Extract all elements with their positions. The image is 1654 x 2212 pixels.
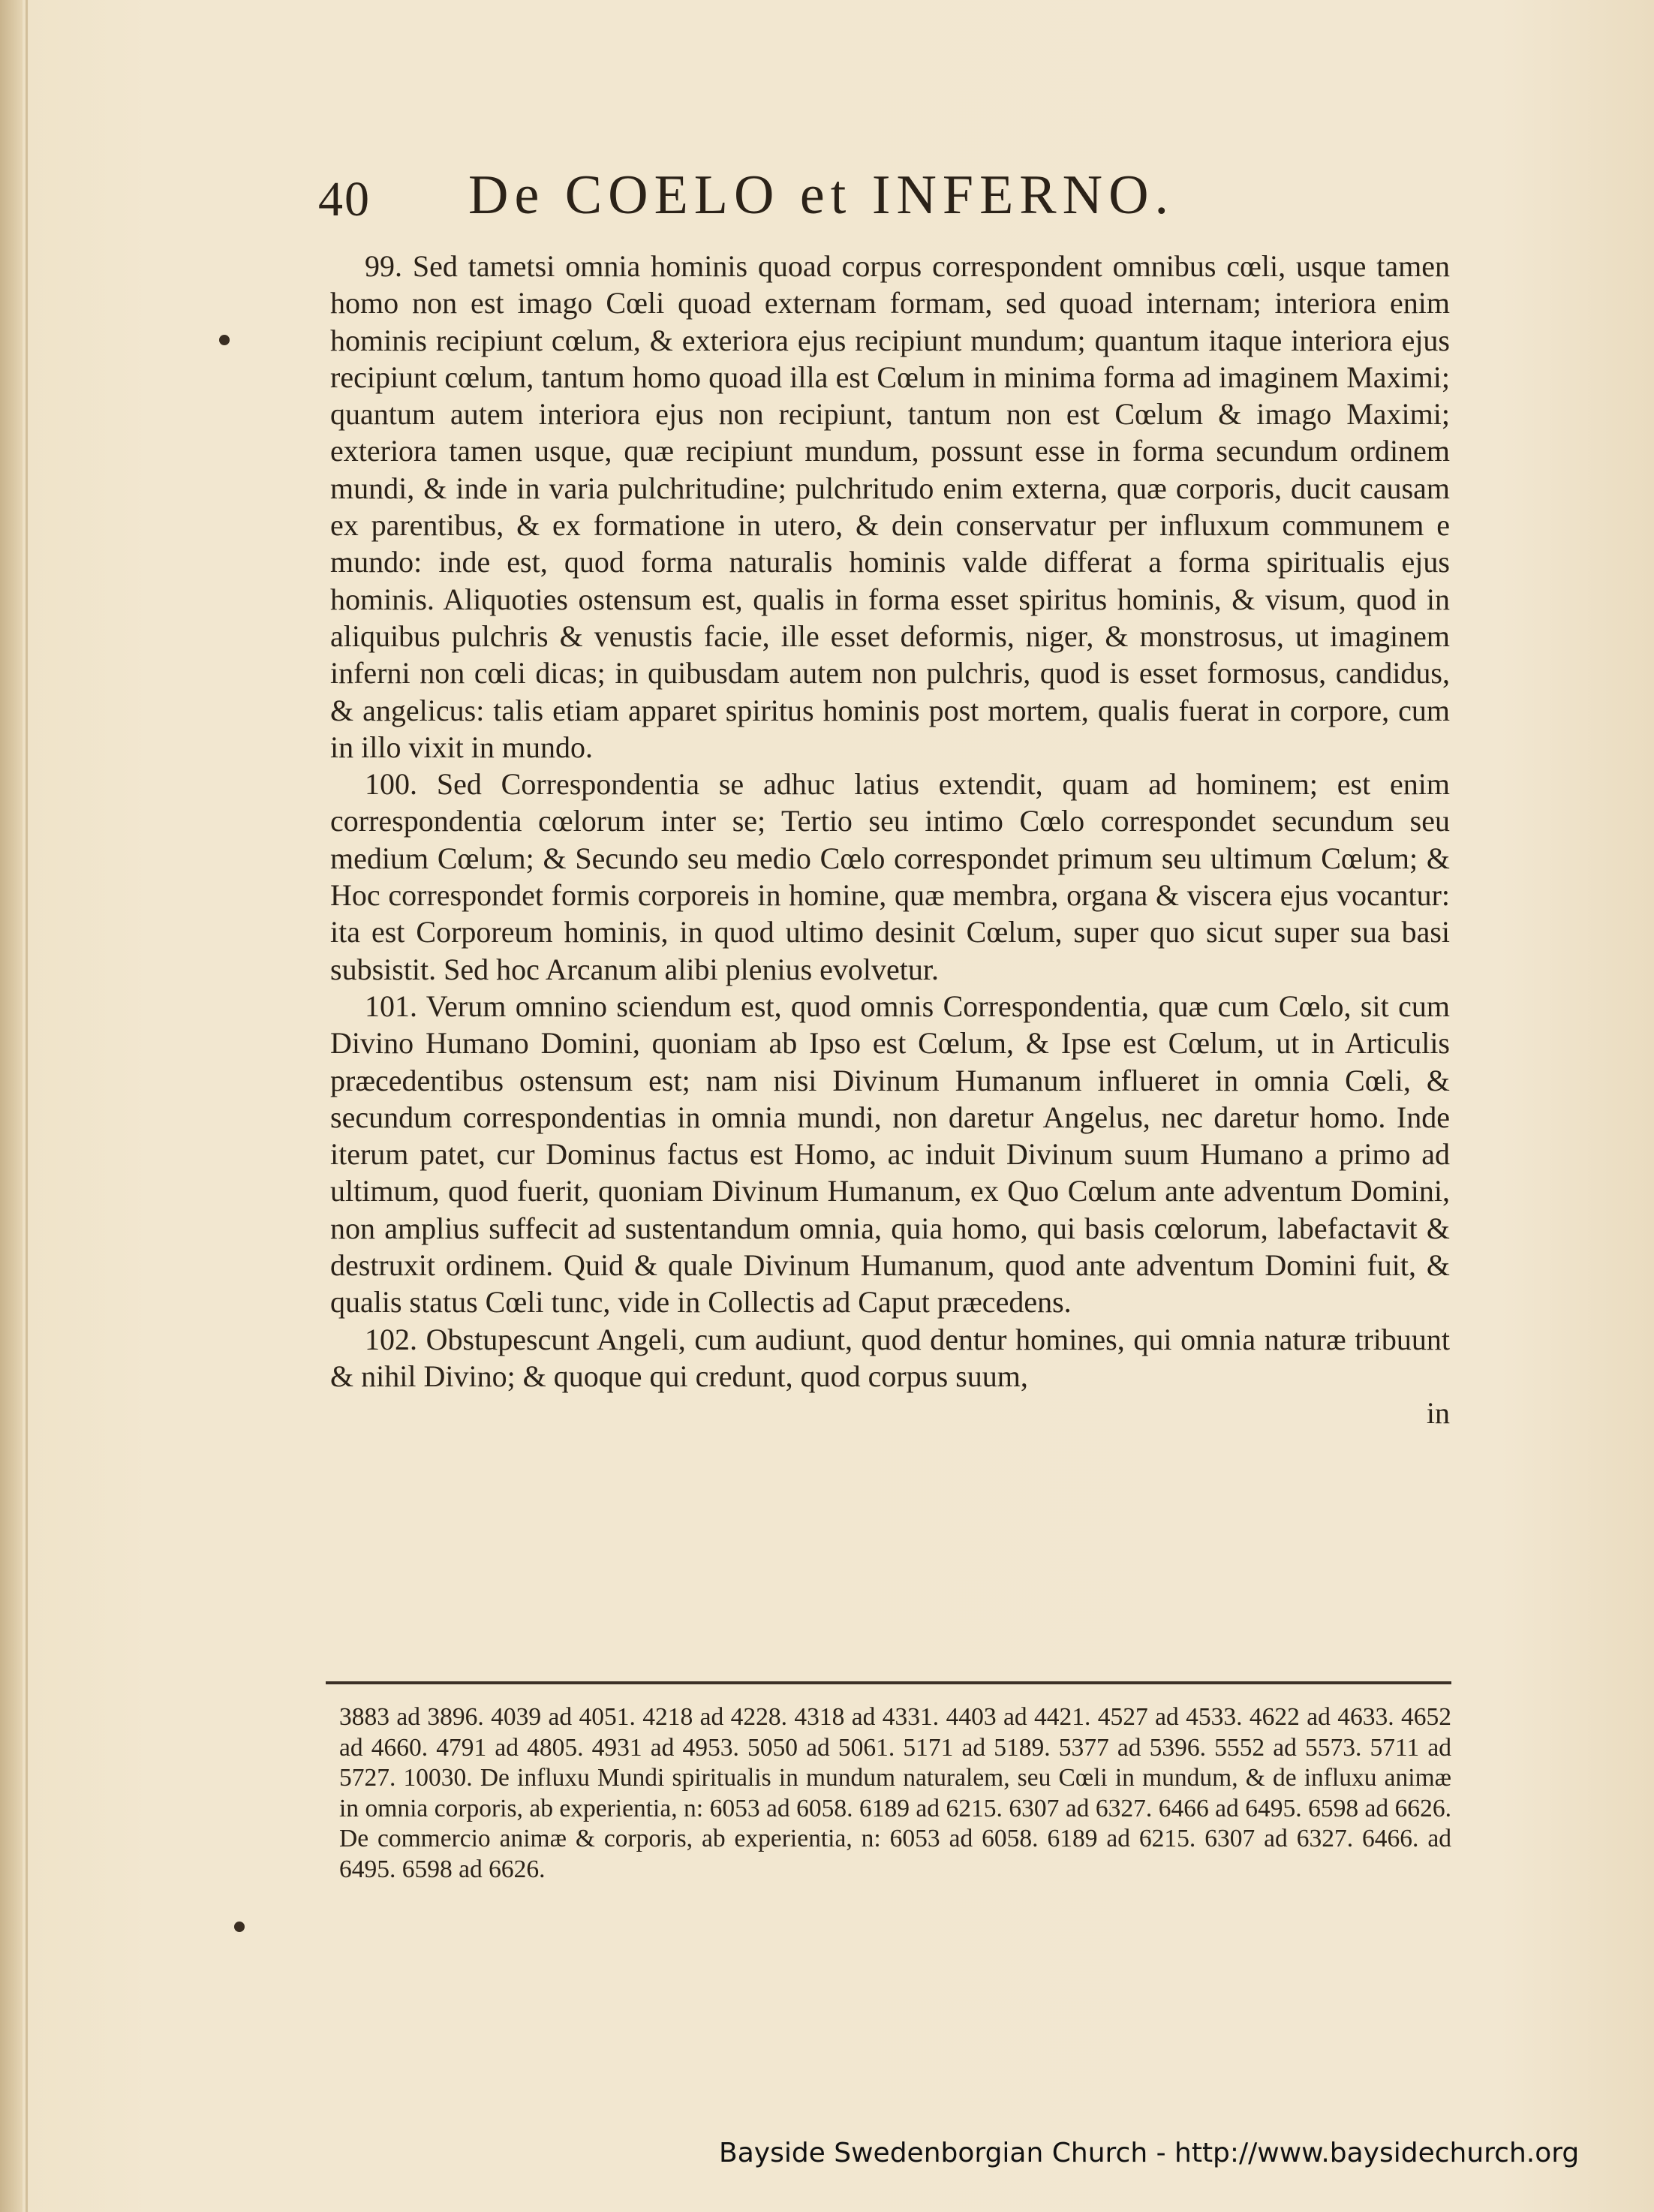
paragraph-100 [330,766,1450,988]
paragraph-99 [330,248,1450,766]
binding-hole-top [219,335,230,345]
paragraph-text: Verum omnino sciendum est, quod omnis Correspondentia, quæ cum Cœlo, sit cum Divino Humano Domini, quoniam ab Ipso est Cœlum, & Ipse est Cœlum, ut in Articulis præcedentibus ostensum est; nam nisi Divinum Humanum influeret in omnia Cœli, & secundum correspondentias in omnia mundi, non daretur Angelus, nec daretur homo. Inde iterum patet, cur Dominus factus est Homo, ac induit Divinum suum Humano a primo ad ultimum, quod fuerit, quoniam Divinum Humanum, ex Quo Cœlum ante adventum Domini, non amplius suffecit ad sustentandum omnia, quia homo, qui basis cœlorum, labefactavit & destruxit ordinem. Quid & quale Divinum Humanum, quod ante adventum Domini fuit, & qualis status Cœli tunc, vide in Collectis ad Caput præcedens. [330,989,1450,1320]
footnote [339,1702,1451,1885]
paragraph-number: 102. [365,1322,417,1356]
binding-hole-bottom [234,1922,245,1932]
page-spine-edge [0,0,23,2212]
paragraph-text: Sed tametsi omnia hominis quoad corpus correspondent omnibus cœli, usque tamen homo non est imago Cœli quoad externam formam, sed quoad internam; interiora enim hominis recipiunt cœlum, & exteriora ejus recipiunt mundum; quantum itaque interiora ejus recipiunt cœlum, tantum homo quoad illa est Cœlum in minima forma ad imaginem Maximi; quantum autem interiora ejus non recipiunt, tantum non est Cœlum & imago Maximi; exteriora tamen usque, quæ recipiunt mundum, possunt esse in forma secundum ordinem mundi, & inde in varia pulchritudine; pulchritudo enim externa, quæ corporis, ducit causam ex parentibus, & ex formatione in utero, & dein conservatur per influxum communem e mundo: inde est, quod forma naturalis hominis valde differat a forma spiritualis ejus hominis. Aliquoties ostensum est, qualis in forma esset spiritus hominis, & visum, quod in aliquibus pulchris & venustis facie, ille esset deformis, niger, & monstrosus, ut imaginem inferni non cœli dicas; in quibusdam autem non pulchris, quod is esset formosus, candidus, & angelicus: talis etiam apparet spiritus hominis post mortem, qualis fuerat in corpore, cum in illo vixit in mundo. [330,249,1451,764]
catchword: in [1426,1396,1450,1431]
running-title: De COELO et INFERNO. [468,164,1175,226]
paragraph-number: 101. [365,989,417,1023]
paragraph-text: Obstupescunt Angeli, cum audiunt, quod dentur homines, qui omnia naturæ tribuunt & nihil Divino; & quoque qui credunt, quod corpus suum, [330,1322,1450,1393]
page-header [318,164,1459,246]
paragraph-101 [330,988,1450,1321]
watermark-caption: Bayside Swedenborgian Church - http://www.baysidechurch.org [719,2138,1580,2168]
page-number: 40 [318,172,371,227]
page-gutter-line [26,0,28,2212]
main-text [330,248,1450,1432]
paragraph-number: 99. [365,249,402,283]
footnote-text: 3883 ad 3896. 4039 ad 4051. 4218 ad 4228. 4318 ad 4331. 4403 ad 4421. 4527 ad 4533. 4622 ad 4633. 4652 ad 4660. 4791 ad 4805. 4931 ad 4953. 5050 ad 5061. 5171 ad 5189. 5377 ad 5396. 5552 ad 5573. 5711 ad 5727. 10030. De influxu Mundi spiritualis in mundum naturalem, seu Cœli in mundum, & de influxu animæ in omnia corporis, ab experientia, n: 6053 ad 6058. 6189 ad 6215. 6307 ad 6327. 6466 ad 6495. 6598 ad 6626. De commercio animæ & corporis, ab experientia, n: 6053 ad 6058. 6189 ad 6215. 6307 ad 6327. 6466. ad 6495. 6598 ad 6626. [339,1703,1451,1883]
paragraph-102 [330,1321,1450,1395]
paragraph-number: 100. [365,767,417,802]
paragraph-text: Sed Correspondentia se adhuc latius extendit, quam ad hominem; est enim correspondentia cœlorum inter se; Tertio seu intimo Cœlo correspondet secundum seu medium Cœlum; & Secundo seu medio Cœlo correspondet primum seu ultimum Cœlum; & Hoc correspondet formis corporeis in homine, quæ membra, organa & viscera ejus vocantur: ita est Corporeum hominis, in quod ultimo desinit Cœlum, super quo sicut super sua basi subsistit. Sed hoc Arcanum alibi plenius evolvetur. [330,767,1451,986]
footnote-divider [326,1681,1451,1684]
